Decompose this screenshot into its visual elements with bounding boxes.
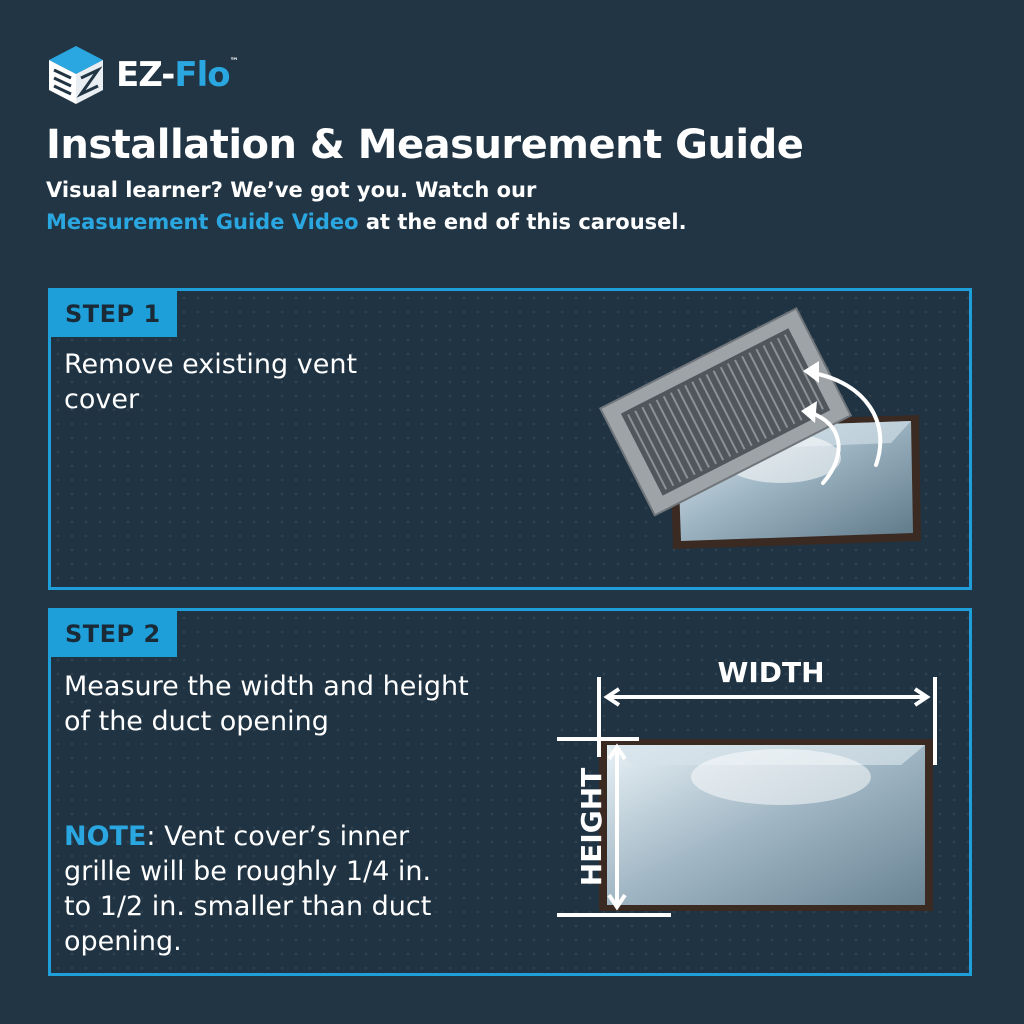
width-label: WIDTH (717, 656, 825, 689)
vent-removal-illustration (591, 283, 971, 573)
step-2-note (64, 819, 454, 959)
cube-logo-icon (46, 44, 106, 106)
page-title: Installation & Measurement Guide (46, 122, 804, 168)
step-2-panel (48, 608, 972, 976)
video-link[interactable]: Measurement Guide Video (46, 210, 359, 234)
brand-name-flo: Flo (174, 55, 230, 95)
duct-opening-image (599, 739, 933, 911)
step-2-text: Measure the width and height of the duct opening (64, 671, 469, 737)
trademark-symbol: ™ (229, 57, 238, 67)
height-label: HEIGHT (575, 767, 608, 887)
step-1-panel (48, 288, 972, 590)
note-label: NOTE (64, 821, 147, 852)
duct-measurement-illustration (521, 647, 961, 947)
brand-logo (46, 44, 238, 106)
subtitle-line1: Visual learner? We’ve got you. Watch our (46, 178, 537, 202)
subtitle-end: at the end of this carousel. (358, 210, 687, 234)
step-1-text: Remove existing vent cover (64, 349, 358, 415)
step-2-tag: STEP 2 (51, 611, 177, 657)
subtitle-line2 (46, 206, 946, 238)
note-text: : Vent cover’s inner grille will be roughly 1/4 in. to 1/2 in. smaller than duct opening. (64, 821, 432, 957)
page-subtitle (46, 174, 946, 238)
step-1-tag: STEP 1 (51, 291, 177, 337)
brand-wordmark (116, 55, 238, 95)
brand-name-ez: EZ- (116, 55, 175, 95)
